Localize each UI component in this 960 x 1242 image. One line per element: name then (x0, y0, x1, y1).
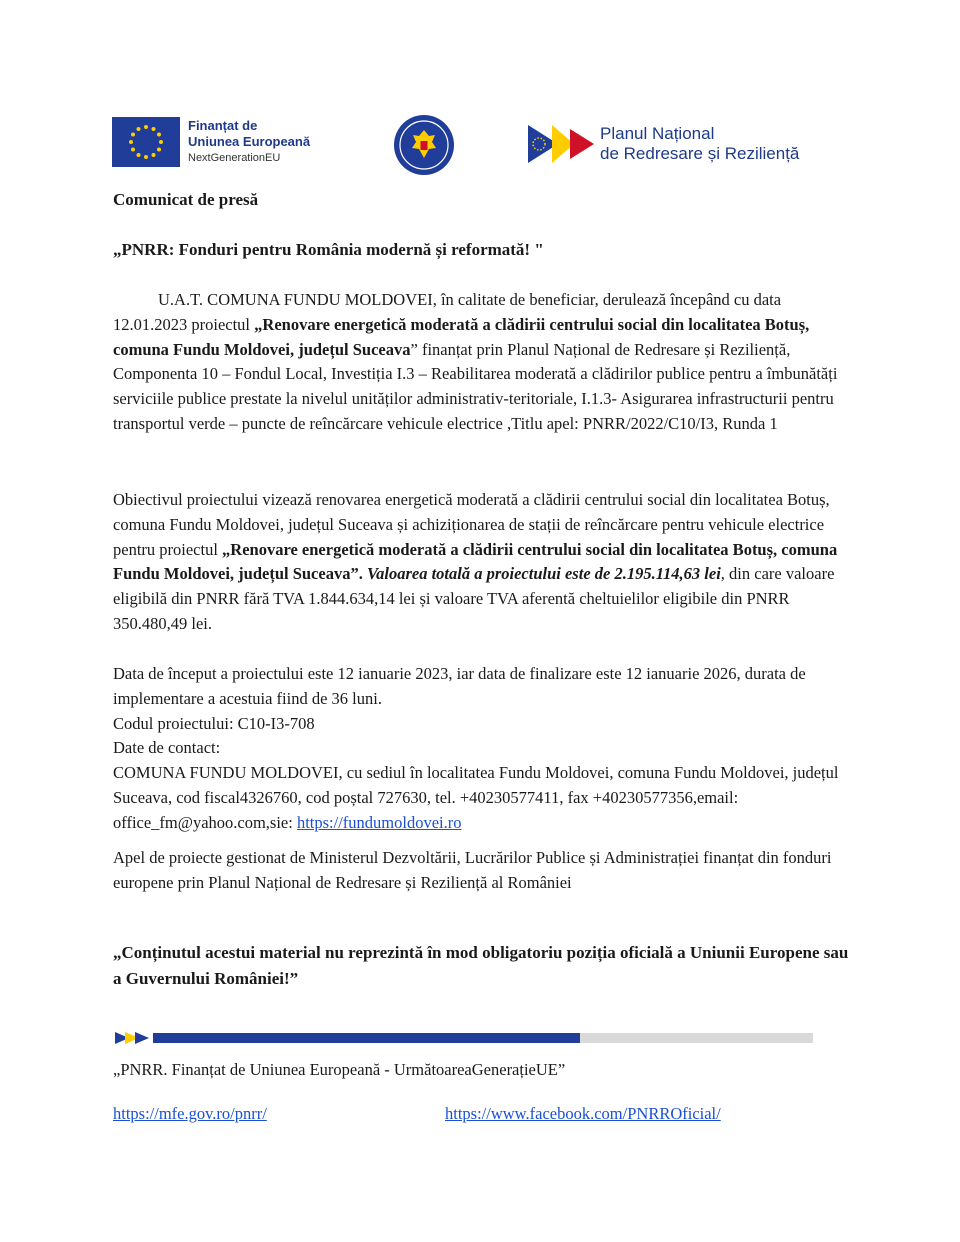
footer-tagline: „PNRR. Finanțat de Uniunea Europeană - UrmătoareaGenerațieUE” (113, 1060, 566, 1079)
contact-label: Date de contact: (113, 738, 221, 758)
eu-logo-line3: NextGenerationEU (188, 152, 281, 164)
p1-text-c: ” finanțat prin Planul Național de Redresare și Reziliență, Componenta 10 – Fondul Local, Investiția I.3 – Reabilitarea moderată a clădirilor publice pentru a îmbunătăți serviciile publice prestate la nivelul unităților administrativ-teritoriale, I.1.3- Asigurarea infrastructurii pentru transportul verde – puncte de reîncărcare vehicule electrice ,Titlu apel: PNRR/2022/C10/I3, Runda 1 (113, 339, 838, 433)
paragraph-objective (113, 488, 853, 637)
facebook-link[interactable]: https://www.facebook.com/PNRROficial/ (445, 1104, 721, 1123)
pnrr-logo (528, 121, 799, 167)
contact-details (113, 761, 853, 835)
website-link[interactable]: https://fundumoldovei.ro (296, 812, 462, 832)
mfe-link[interactable]: https://mfe.gov.ro/pnrr/ (113, 1104, 267, 1123)
eu-logo-line1: Finanțat de (188, 118, 258, 133)
contact-text: COMUNA FUNDU MOLDOVEI, cu sediul în localitatea Fundu Moldovei, comuna Fundu Moldovei, județul Suceava, cod fiscal4326760, cod poștal 727630, tel. +40230577411, fax +40230577356,email: office_fm@yahoo.com,sie: (113, 763, 839, 832)
page-title: „PNRR: Fonduri pentru România modernă și reformată! " (113, 240, 544, 259)
eu-flag-icon (112, 117, 180, 167)
footer-arrows-icon (113, 1031, 153, 1045)
disclaimer: „Conținutul acestui material nu reprezintă în mod obligatoriu poziția oficială a Uniunii Europene sau a Guvernului României!” (113, 943, 849, 988)
press-release-label: Comunicat de presă (113, 190, 259, 209)
p1-text-a: U.A.T. COMUNA FUNDU MOLDOVEI, în calitate de beneficiar, derulează începând cu data 12.01.2023 proiectul (113, 290, 782, 334)
pnrr-logo-line1: Planul Național (600, 124, 715, 143)
p2-text-d: , din care valoare eligibilă din PNRR fără TVA 1.844.634,14 lei și valoare TVA aferentă cheltuielilor eligibile din PNRR 350.480,49 lei. (113, 564, 835, 633)
footer-link-mfe[interactable] (113, 1102, 413, 1127)
romanian-government-seal-icon (393, 114, 455, 176)
footer-link-facebook[interactable] (445, 1102, 825, 1127)
p2-project-name: „Renovare energetică moderată a clădirii centrului social din localitatea Botuș, comuna Fundu Moldovei, județul Suceava”. (113, 539, 838, 584)
project-dates: Data de început a proiectului este 12 ianuarie 2023, iar data de finalizare este 12 ianuarie 2026, durata de implementare a acestuia fiind de 36 luni. (113, 664, 806, 708)
project-code: Codul proiectului: C10-I3-708 (113, 713, 315, 733)
p2-total-value: Valoarea totală a proiectului este de 2.195.114,63 lei (366, 564, 721, 584)
paragraph-details (113, 662, 853, 836)
pnrr-arrows-icon (528, 125, 594, 163)
p1-project-name: „Renovare energetică moderată a clădirii centrului social din localitatea Botuș, comuna Fundu Moldovei, județul Suceava (113, 314, 810, 359)
p2-text-a: Obiectivul proiectului vizează renovarea energetică moderată a clădirii centrului social din localitatea Botuș, comuna Fundu Moldovei, județul Suceava și achiziționarea de stații de reîncărcare pentru vehicule electrice pentru proiectul (113, 490, 830, 559)
pnrr-logo-line2: de Redresare și Reziliență (600, 144, 800, 163)
eu-funding-logo (112, 116, 310, 168)
eu-logo-line2: Uniunea Europeană (188, 134, 311, 149)
paragraph-project-intro (113, 288, 853, 437)
footer-divider (113, 1031, 813, 1045)
paragraph-call-management: Apel de proiecte gestionat de Ministerul Dezvoltării, Lucrărilor Publice și Administrației finanțat din fonduri europene prin Planul Național de Redresare și Reziliență al României (113, 848, 832, 892)
